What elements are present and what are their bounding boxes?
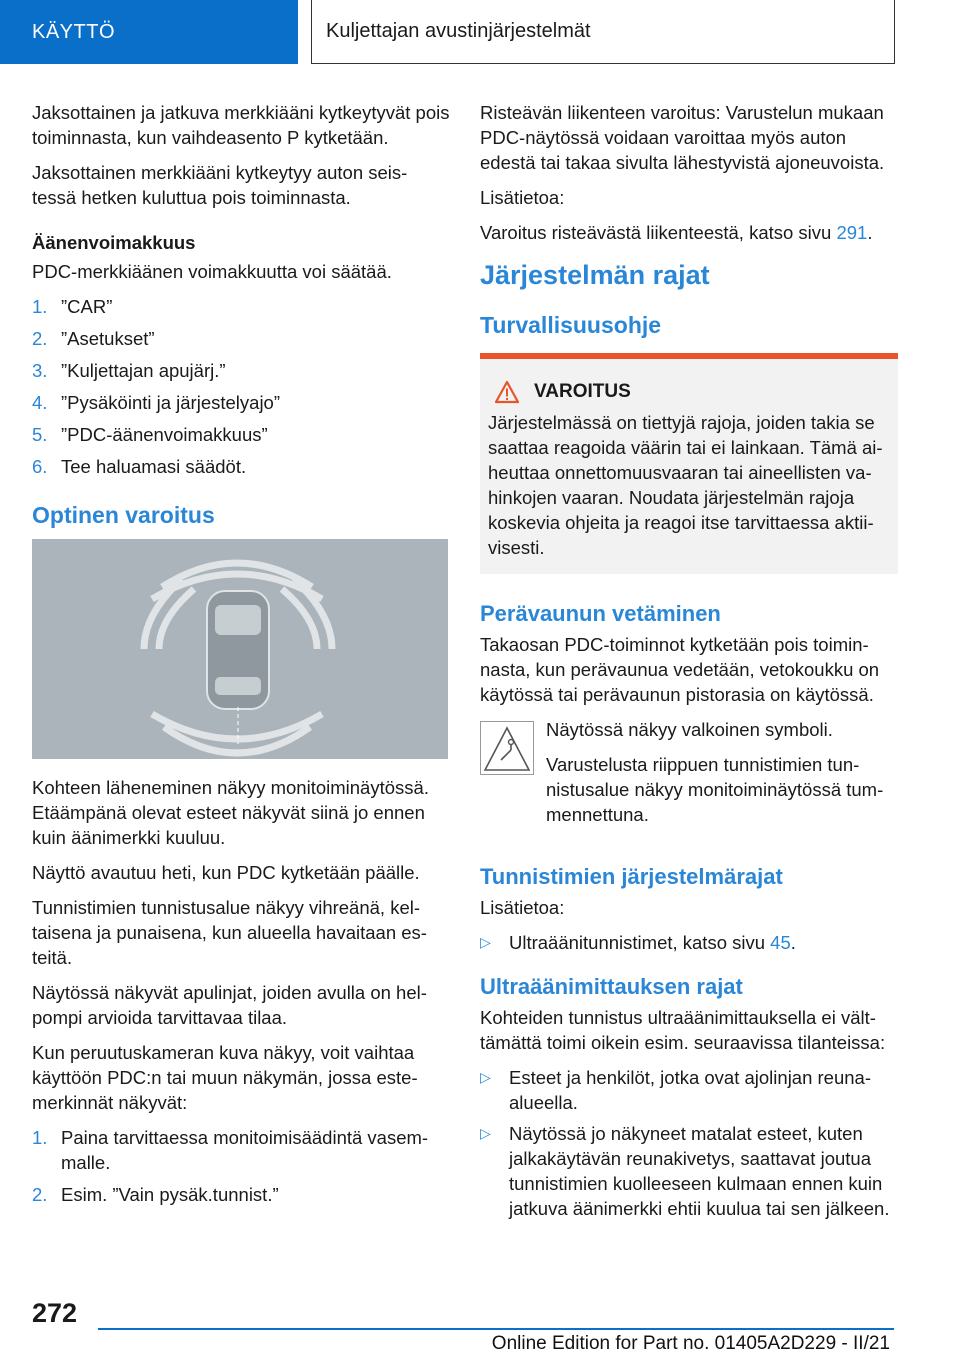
page-link[interactable]: 291 — [836, 222, 868, 243]
warning-text: Järjestelmässä on tiettyjä rajoja, joiden takia se saattaa reagoida väärin tai ei lainkaan. Tämä ai-heuttaa onnettomuusvaaran tai aineellisten va-hinkojen vaaran. Noudata järjestelmän rajoja koskevia ohjeita ja reagoi itse tarvittaessa aktii-visesti. — [488, 412, 883, 558]
optical-warning-heading: Optinen varoitus — [32, 502, 215, 528]
trailer-symbol-icon — [480, 721, 534, 775]
volume-steps — [32, 294, 450, 479]
paragraph: Jaksottainen merkkiääni kytkeytyy auton seis-tessä hetken kuluttua pois toiminnasta. — [32, 162, 408, 208]
paragraph: Jaksottainen ja jatkuva merkkiääni kytkeytyvät pois toiminnasta, kun vaihdeasento P kytketään. — [32, 102, 450, 148]
paragraph: Risteävän liikenteen varoitus: Varustelun mukaan PDC-näytössä voidaan varoittaa myös auton edestä tai takaa sivulta lähestyvistä ajoneuvoista. — [480, 102, 885, 173]
footer-divider — [98, 1328, 894, 1330]
list-item: 2. ”Asetukset” — [32, 328, 155, 349]
list-item: 1. ”CAR” — [32, 296, 113, 317]
left-column — [32, 100, 450, 1214]
edition-footer: Online Edition for Part no. 01405A2D229 - II/21 — [491, 1333, 890, 1354]
list-item: 4. ”Pysäköinti ja järjestelyajo” — [32, 392, 281, 413]
section-tab: KÄYTTÖ — [0, 0, 298, 64]
sensor-limits-heading: Tunnistimien järjestelmärajat — [480, 864, 783, 889]
paragraph: Tunnistimien tunnistusalue näkyy vihreänä, kel-taisena ja punaisena, kun alueella havaitaan es-teitä. — [32, 897, 427, 968]
list-item: ▷ Näytössä jo näkyneet matalat esteet, kuten jalkakäytävän reunakivetys, saattavat joutua tunnistimien kuolleeseen kulmaan ennen kuin jatkuva äänimerkki ehtii kuulua tai sen jälkeen. — [480, 1123, 890, 1219]
chapter-title: Kuljettajan avustinjärjestelmät — [311, 0, 895, 64]
warning-header: VAROITUS — [494, 379, 892, 404]
list-item: 5. ”PDC-äänenvoimakkuus” — [32, 424, 268, 445]
system-limits-heading: Järjestelmän rajat — [480, 260, 710, 290]
paragraph: Kohteiden tunnistus ultraäänimittauksella ei vält-tämättä toimi oikein esim. seuraavissa tilanteissa: — [480, 1007, 886, 1053]
symbol-row — [480, 717, 898, 837]
list-item: 2. Esim. ”Vain pysäk.tunnist.” — [32, 1184, 279, 1205]
paragraph: Kohteen läheneminen näkyy monitoiminäytössä. Etäämpänä olevat esteet näkyvät siinä jo ennen kuin äänimerkki kuuluu. — [32, 777, 429, 848]
paragraph: Kun peruutuskameran kuva näkyy, voit vaihtaa käyttöön PDC:n tai muun näkymän, jossa este-merkinnät näkyvät: — [32, 1042, 418, 1113]
list-item: 6. Tee haluamasi säädöt. — [32, 456, 247, 477]
page-link[interactable]: 45 — [770, 932, 791, 953]
page-number: 272 — [32, 1298, 78, 1328]
right-column — [480, 100, 898, 1231]
ultrasonic-limits-heading: Ultraäänimittauksen rajat — [480, 974, 743, 999]
safety-heading: Turvallisuusohje — [480, 312, 662, 338]
warning-triangle-icon — [494, 380, 520, 404]
camera-steps — [32, 1125, 450, 1207]
paragraph: PDC-merkkiäänen voimakkuutta voi säätää. — [32, 261, 392, 282]
list-item: 3. ”Kuljettajan apujärj.” — [32, 360, 226, 381]
paragraph: Lisätietoa: — [480, 187, 565, 208]
car-sensor-icon — [32, 539, 448, 759]
pdc-display-illustration — [32, 539, 448, 759]
trailer-heading: Perävaunun vetäminen — [480, 601, 721, 626]
list-item: ▷ Ultraäänitunnistimet, katso sivu 45. — [480, 932, 796, 953]
symbol-description: Näytössä näkyy valkoinen symboli. Varustelusta riippuen tunnistimien tun-nistusalue näkyy monitoiminäytössä tum-mennettuna. — [546, 719, 884, 825]
paragraph: Lisätietoa: — [480, 897, 565, 918]
volume-heading: Äänenvoimakkuus — [32, 232, 196, 253]
bullet-triangle-icon: ▷ — [480, 1125, 491, 1141]
paragraph: Varoitus risteävästä liikenteestä, katso sivu 291. — [480, 222, 873, 243]
paragraph: Näyttö avautuu heti, kun PDC kytketään päälle. — [32, 862, 420, 883]
list-item: ▷ Esteet ja henkilöt, jotka ovat ajolinjan reuna-alueella. — [480, 1067, 871, 1113]
ultrasonic-bullets — [480, 1065, 898, 1221]
list-item: 1. Paina tarvittaessa monitoimisäädintä vasem-malle. — [32, 1127, 429, 1173]
paragraph: Takaosan PDC-toiminnot kytketään pois toimin-nasta, kun perävaunua vedetään, vetokoukku on käytössä tai perävaunun pistorasia on käytössä. — [480, 634, 880, 705]
bullet-triangle-icon: ▷ — [480, 934, 491, 950]
sensor-references — [480, 930, 898, 955]
paragraph: Näytössä näkyvät apulinjat, joiden avulla on hel-pompi arvioida tarvittavaa tilaa. — [32, 982, 427, 1028]
warning-box — [480, 353, 898, 574]
bullet-triangle-icon: ▷ — [480, 1069, 491, 1085]
